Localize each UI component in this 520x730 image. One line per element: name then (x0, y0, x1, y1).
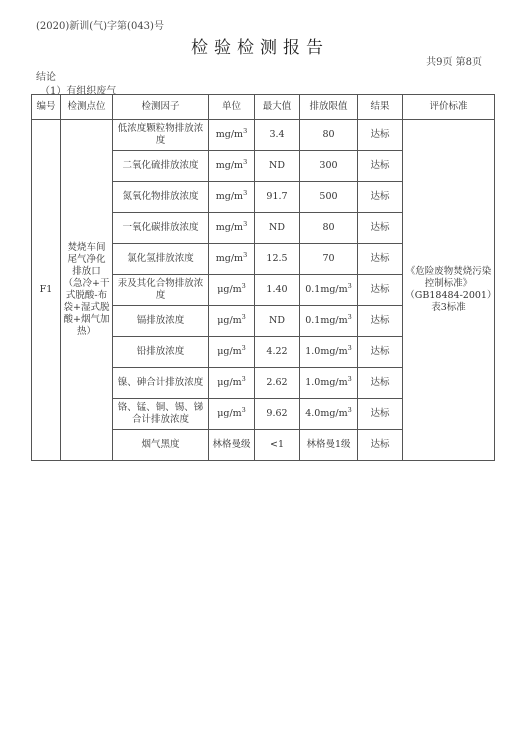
unit-cell (209, 244, 255, 275)
unit-cell (209, 306, 255, 337)
unit-superscript: 3 (243, 220, 248, 228)
limit-superscript: 3 (347, 375, 352, 383)
column-header: 评价标准 (403, 95, 495, 120)
unit-cell (209, 399, 255, 430)
unit-superscript: 3 (241, 282, 246, 290)
unit-superscript: 3 (241, 313, 246, 321)
limit-text: 80 (322, 222, 335, 233)
result-cell: 达标 (358, 306, 403, 337)
result-cell: 达标 (358, 244, 403, 275)
result-cell: 达标 (358, 213, 403, 244)
limit-cell (300, 182, 358, 213)
factor-cell: 镍、砷合计排放浓度 (113, 368, 209, 399)
limit-cell (300, 399, 358, 430)
unit-text: μg/m (217, 315, 242, 326)
factor-cell: 一氧化碳排放浓度 (113, 213, 209, 244)
max-value-cell: ND (255, 306, 300, 337)
limit-cell (300, 120, 358, 151)
column-header: 单位 (209, 95, 255, 120)
unit-cell (209, 213, 255, 244)
max-value-cell: 91.7 (255, 182, 300, 213)
limit-superscript: 3 (347, 313, 352, 321)
report-title: 检验检测报告 (191, 38, 329, 58)
factor-cell: 二氧化硫排放浓度 (113, 151, 209, 182)
max-value-cell: 2.62 (255, 368, 300, 399)
factor-cell: 汞及其化合物排放浓度 (113, 275, 209, 306)
max-value-cell: 9.62 (255, 399, 300, 430)
document-number: (2020)新训(气)字第(043)号 (36, 21, 164, 32)
factor-cell: 铬、锰、铜、锡、锑合计排放浓度 (113, 399, 209, 430)
result-cell: 达标 (358, 337, 403, 368)
unit-text: mg/m (215, 222, 244, 233)
limit-text: 0.1mg/m (305, 315, 348, 326)
unit-superscript: 3 (241, 406, 246, 414)
max-value-cell: ND (255, 151, 300, 182)
unit-cell (209, 151, 255, 182)
unit-cell (209, 368, 255, 399)
unit-superscript: 3 (243, 251, 248, 259)
limit-text: 80 (322, 129, 335, 140)
unit-text: μg/m (217, 346, 242, 357)
limit-superscript: 3 (347, 344, 352, 352)
limit-cell (300, 337, 358, 368)
limit-cell (300, 368, 358, 399)
unit-text: mg/m (215, 191, 244, 202)
limit-text: 0.1mg/m (305, 284, 348, 295)
result-cell: 达标 (358, 182, 403, 213)
emission-results-table (31, 94, 495, 461)
site-id-cell: F1 (32, 120, 61, 461)
table-row (32, 120, 495, 151)
unit-cell (209, 275, 255, 306)
limit-text: 70 (322, 253, 335, 264)
table-header-row (32, 95, 495, 120)
result-cell: 达标 (358, 120, 403, 151)
standard-cell: 《危险废物焚烧污染控制标准》（GB18484-2001）表3标准 (403, 120, 495, 461)
factor-cell: 铅排放浓度 (113, 337, 209, 368)
limit-text: 林格曼1级 (306, 439, 351, 450)
max-value-cell: ND (255, 213, 300, 244)
unit-superscript: 3 (241, 344, 246, 352)
unit-superscript: 3 (243, 189, 248, 197)
limit-cell (300, 244, 358, 275)
limit-superscript: 3 (347, 282, 352, 290)
limit-cell (300, 213, 358, 244)
unit-text: mg/m (215, 129, 244, 140)
max-value-cell: <1 (255, 430, 300, 461)
column-header: 检测因子 (113, 95, 209, 120)
column-header: 排放限值 (300, 95, 358, 120)
unit-superscript: 3 (243, 158, 248, 166)
limit-text: 4.0mg/m (305, 408, 348, 419)
unit-text: μg/m (217, 284, 242, 295)
unit-cell (209, 337, 255, 368)
limit-cell (300, 151, 358, 182)
max-value-cell: 12.5 (255, 244, 300, 275)
column-header: 检测点位 (61, 95, 113, 120)
unit-text: 林格曼级 (212, 439, 251, 450)
unit-cell (209, 430, 255, 461)
conclusion-label: 结论 (36, 72, 56, 83)
max-value-cell: 4.22 (255, 337, 300, 368)
result-cell: 达标 (358, 399, 403, 430)
column-header: 编号 (32, 95, 61, 120)
factor-cell: 镉排放浓度 (113, 306, 209, 337)
result-cell: 达标 (358, 368, 403, 399)
unit-text: mg/m (215, 253, 244, 264)
column-header: 结果 (358, 95, 403, 120)
limit-cell (300, 430, 358, 461)
factor-cell: 烟气黑度 (113, 430, 209, 461)
site-location-cell: 焚烧车间尾气净化排放口（急冷+干式脱酸-布袋+湿式脱酸+烟气加热） (61, 120, 113, 461)
unit-text: mg/m (215, 160, 244, 171)
result-cell: 达标 (358, 151, 403, 182)
limit-text: 1.0mg/m (305, 377, 348, 388)
unit-superscript: 3 (243, 127, 248, 135)
limit-superscript: 3 (347, 406, 352, 414)
max-value-cell: 3.4 (255, 120, 300, 151)
result-cell: 达标 (358, 275, 403, 306)
page-info: 共9页 第8页 (426, 57, 482, 68)
limit-text: 1.0mg/m (305, 346, 348, 357)
unit-cell (209, 120, 255, 151)
factor-cell: 低浓度颗粒物排放浓度 (113, 120, 209, 151)
limit-cell (300, 275, 358, 306)
result-cell: 达标 (358, 430, 403, 461)
factor-cell: 氯化氢排放浓度 (113, 244, 209, 275)
limit-text: 300 (319, 160, 338, 171)
max-value-cell: 1.40 (255, 275, 300, 306)
limit-cell (300, 306, 358, 337)
factor-cell: 氮氧化物排放浓度 (113, 182, 209, 213)
limit-text: 500 (319, 191, 338, 202)
unit-text: μg/m (217, 377, 242, 388)
unit-cell (209, 182, 255, 213)
unit-text: μg/m (217, 408, 242, 419)
unit-superscript: 3 (241, 375, 246, 383)
column-header: 最大值 (255, 95, 300, 120)
section-subheading: （1）有组织废气 (40, 86, 117, 97)
